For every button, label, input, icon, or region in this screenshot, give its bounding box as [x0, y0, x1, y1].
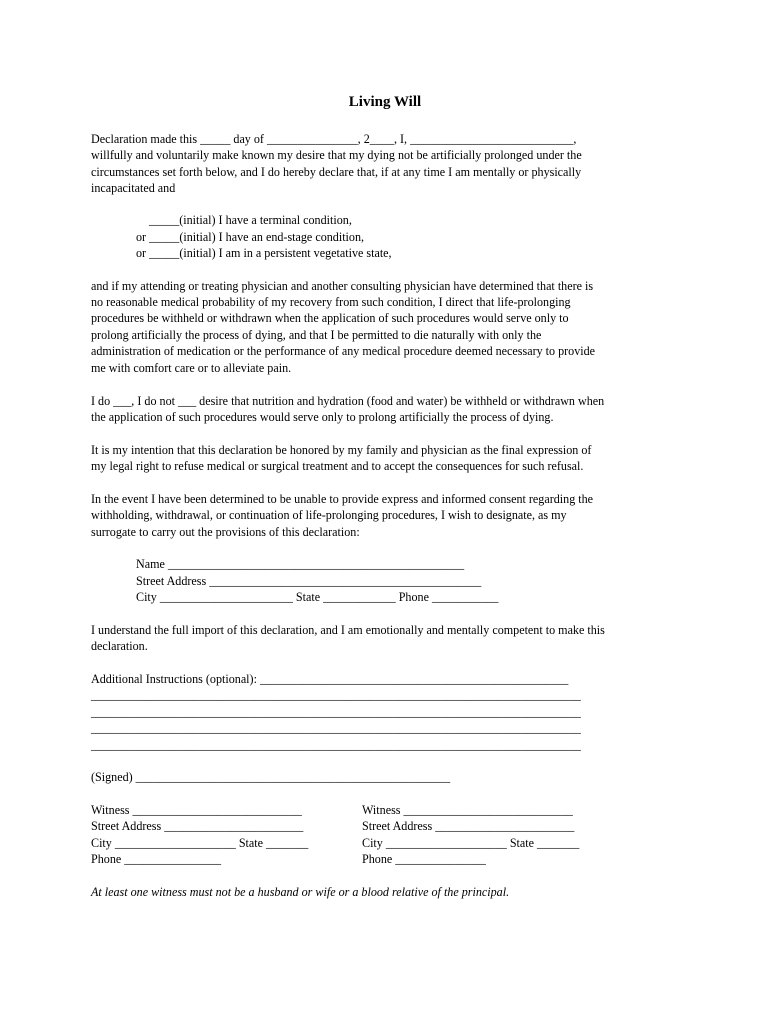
additional-instructions-line-1: Additional Instructions (optional): ___________________________________________________: [91, 672, 569, 686]
physician-line-4: prolong artificially the process of dying, and that I be permitted to die naturally with only the: [91, 328, 542, 342]
declaration-line-2: willfully and voluntarily make known my desire that my dying not be artificially prolonged under the: [91, 148, 582, 162]
physician-line-2: no reasonable medical probability of my recovery from such condition, I direct that life-prolonging: [91, 295, 571, 309]
declaration-line-3: circumstances set forth below, and I do hereby declare that, if at any time I am mentally or physically: [91, 165, 582, 179]
understand-line-2: declaration.: [91, 639, 148, 653]
surrogate-address-field: Street Address _____________________________________________: [136, 574, 482, 588]
signature-line: (Signed) ____________________________________________________: [91, 770, 451, 784]
physician-line-6: me with comfort care or to alleviate pain.: [91, 361, 292, 375]
additional-instructions-line-4: _________________________________________________________________________________: [91, 721, 581, 735]
surrogate-line-3: surrogate to carry out the provisions of this declaration:: [91, 525, 360, 539]
understand-line-1: I understand the full import of this declaration, and I am emotionally and mentally competent to make this: [91, 623, 605, 637]
condition-terminal: _____(initial) I have a terminal condition,: [149, 213, 352, 227]
witness-1-phone: Phone ________________: [91, 852, 222, 866]
physician-line-5: administration of medication or the performance of any medical procedure deemed necessary to provide: [91, 344, 596, 358]
condition-vegetative: or _____(initial) I am in a persistent vegetative state,: [136, 246, 392, 260]
document-title: Living Will: [348, 94, 422, 110]
intention-line-1: It is my intention that this declaration be honored by my family and physician as the final expression of: [91, 443, 592, 457]
surrogate-city-field: City ______________________ State ____________ Phone ___________: [136, 590, 499, 604]
witness-requirement-note: At least one witness must not be a husband or wife or a blood relative of the principal.: [91, 885, 510, 899]
witness-2-address: Street Address _______________________: [362, 819, 575, 833]
additional-instructions-line-5: _________________________________________________________________________________: [91, 738, 581, 752]
witness-1-name: Witness ____________________________: [91, 803, 302, 817]
surrogate-line-2: withholding, withdrawal, or continuation of life-prolonging procedures, I wish to designate, as my: [91, 508, 567, 522]
additional-instructions-line-2: _________________________________________________________________________________: [91, 688, 581, 702]
witness-2-name: Witness ____________________________: [362, 803, 573, 817]
condition-end-stage: or _____(initial) I have an end-stage condition,: [136, 230, 365, 244]
witness-1-address: Street Address _______________________: [91, 819, 304, 833]
intention-line-2: my legal right to refuse medical or surgical treatment and to accept the consequences for such refusal.: [91, 459, 584, 473]
surrogate-name-field: Name _________________________________________________: [136, 557, 465, 571]
surrogate-line-1: In the event I have been determined to be unable to provide express and informed consent regarding the: [91, 492, 594, 506]
nutrition-line-2: the application of such procedures would serve only to prolong artificially the process of dying.: [91, 410, 554, 424]
nutrition-line-1: I do ___, I do not ___ desire that nutrition and hydration (food and water) be withheld or withdrawn when: [91, 394, 605, 408]
physician-line-3: procedures be withheld or withdrawn when the application of such procedures would serve only to: [91, 311, 569, 325]
declaration-line-1: Declaration made this _____ day of _______________, 2____, I, ___________________________,: [91, 132, 577, 146]
witness-2-city-state: City ____________________ State _______: [362, 836, 580, 850]
physician-line-1: and if my attending or treating physician and another consulting physician have determined that there is: [91, 279, 594, 293]
declaration-line-4: incapacitated and: [91, 181, 176, 195]
additional-instructions-line-3: _________________________________________________________________________________: [91, 705, 581, 719]
witness-2-phone: Phone _______________: [362, 852, 486, 866]
witness-1-city-state: City ____________________ State _______: [91, 836, 309, 850]
